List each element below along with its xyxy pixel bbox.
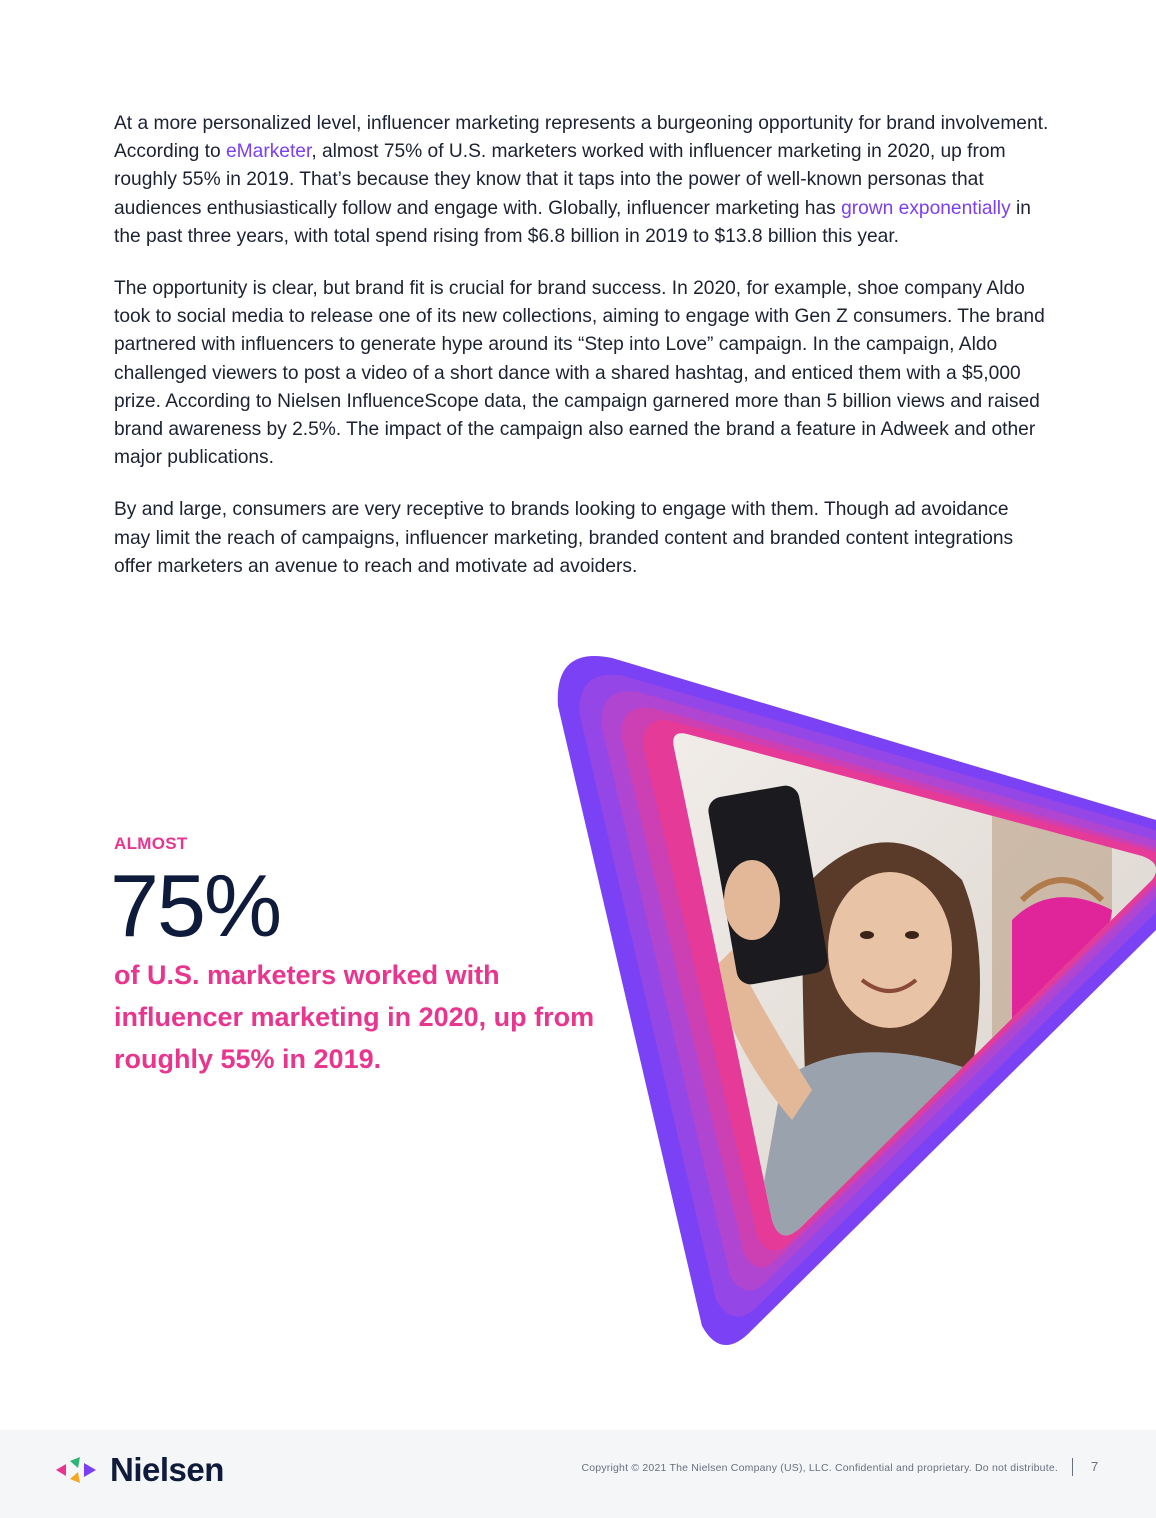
footer-divider [1072, 1458, 1073, 1476]
paragraph-1-text-3: in the past three years, with total spend rising from $6.8 billion in 2019 to $13.8 billion this year. [114, 197, 1031, 247]
nielsen-logo-icon [56, 1457, 102, 1483]
paragraph-1-text: At a more personalized level, influencer marketing represents a burgeoning opportunity for brand involvement. According to [114, 113, 1049, 163]
copyright-notice: Copyright © 2021 The Nielsen Company (US), LLC. Confidential and proprietary. Do not distribute. [581, 1462, 1058, 1474]
grown-exponentially-link[interactable]: grown exponentially [841, 197, 1011, 219]
emarketer-link[interactable]: eMarketer [226, 141, 312, 163]
body-text [114, 110, 1049, 605]
callout-value: 75% [110, 856, 281, 955]
callout-description: of U.S. marketers worked with influencer marketing in 2020, up from roughly 55% in 2019. [114, 960, 595, 1074]
influencer-photo-triangle [552, 650, 1156, 1350]
paragraph-1-text-2: , almost 75% of U.S. marketers worked with influencer marketing in 2020, up from roughly 55% in 2019. That’s because they know that it taps into the power of well-known personas that audiences enthusiastically follow and engage with. Globally, influencer marketing has [114, 141, 1006, 219]
paragraph-3: By and large, consumers are very receptive to brands looking to engage with them. Though ad avoidance may limit the reach of campaigns, influencer marketing, branded content and branded content integrations offer marketers an avenue to reach and motivate ad avoiders. [114, 499, 1014, 577]
callout-label: ALMOST [114, 834, 188, 853]
paragraph-1 [114, 110, 1049, 251]
nielsen-logo [56, 1450, 224, 1490]
page-number: 7 [1091, 1459, 1099, 1474]
nielsen-logo-text: Nielsen [110, 1451, 224, 1488]
footer [0, 1430, 1156, 1518]
paragraph-2: The opportunity is clear, but brand fit is crucial for brand success. In 2020, for example, shoe company Aldo took to social media to release one of its new collections, aiming to engage with Gen Z consumers. The brand partnered with influencers to generate hype around its “Step into Love” campaign. In the campaign, Aldo challenged viewers to post a video of a short dance with a shared hashtag, and enticed them with a $5,000 prize. According to Nielsen InfluenceScope data, the campaign garnered more than 5 billion views and raised brand awareness by 2.5%. The impact of the campaign also earned the brand a feature in Adweek and other major publications. [114, 278, 1045, 469]
